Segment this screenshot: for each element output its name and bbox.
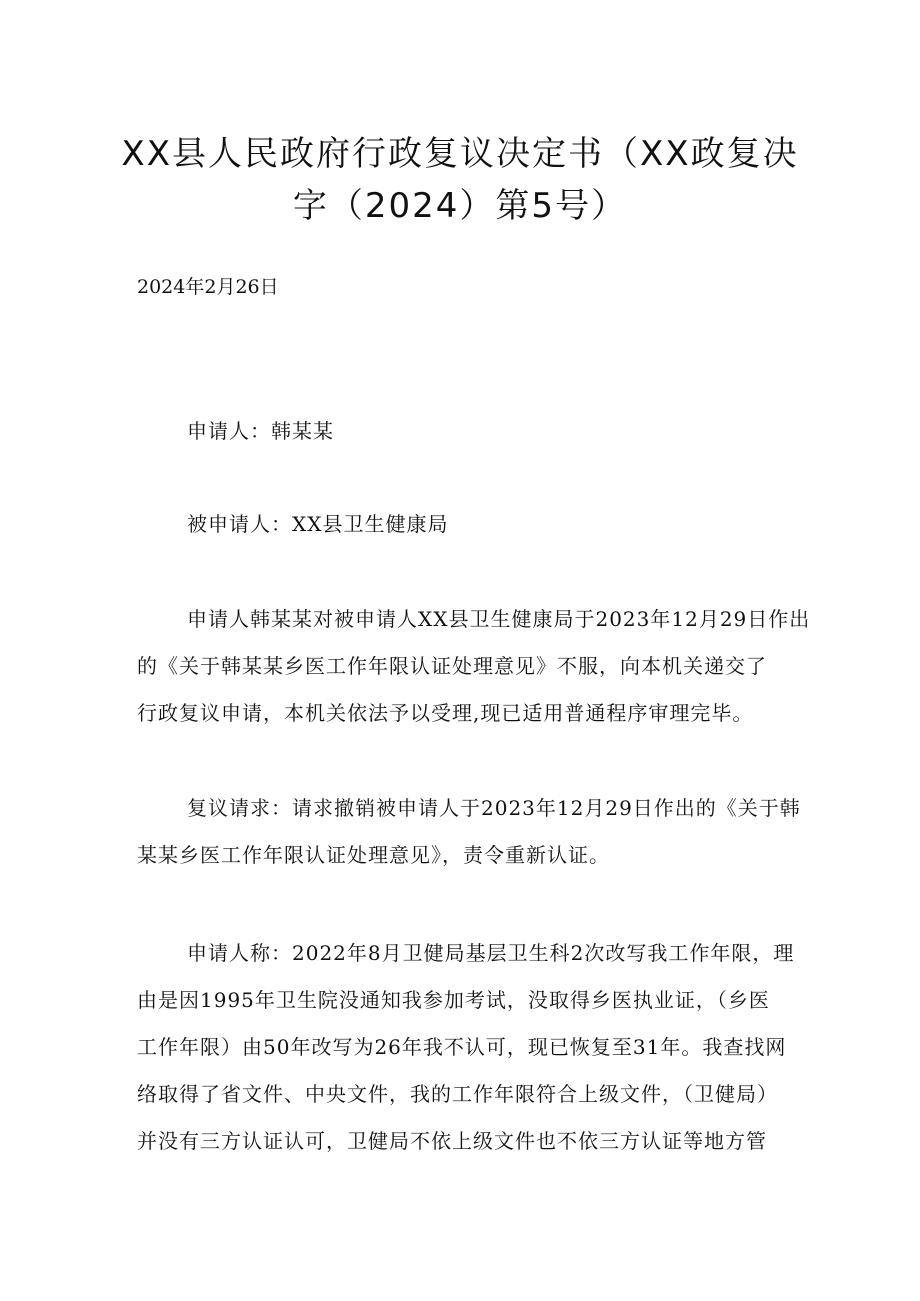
text-line: 并没有三方认证认可，卫健局不依上级文件也不依三方认证等地方管 — [137, 1129, 767, 1153]
text-line: 络取得了省文件、中央文件，我的工作年限符合上级文件，（卫健局） — [137, 1082, 778, 1106]
text-line: 申请人韩某某对被申请人XX县卫生健康局于2023年12月29日作出 — [187, 607, 811, 631]
text-line: 的《关于韩某某乡医工作年限认证处理意见》不服，向本机关递交了 — [137, 654, 767, 678]
title-line: 字（2024）第5号） — [292, 186, 628, 226]
text-line: 复议请求：请求撤销被申请人于2023年12月29日作出的《关于韩 — [187, 796, 801, 820]
respondent-line — [137, 501, 797, 548]
title-line: XX县人民政府行政复议决定书（XX政复决 — [121, 134, 799, 174]
document-date: 2024年2月26日 — [137, 276, 279, 298]
text-line: 由是因1995年卫生院没通知我参加考试，没取得乡医执业证，（乡医 — [137, 988, 770, 1012]
text-line: 申请人称：2022年8月卫健局基层卫生科2次改写我工作年限，理 — [187, 941, 795, 965]
text-line: 申请人：韩某某 — [187, 419, 334, 443]
text-line: 被申请人：XX县卫生健康局 — [187, 512, 449, 536]
body-paragraph-request — [137, 785, 801, 879]
applicant-line — [137, 408, 797, 455]
text-line: 行政复议申请，本机关依法予以受理,现已适用普通程序审理完毕。 — [137, 701, 754, 725]
document-title — [120, 128, 800, 232]
body-paragraph-claims — [137, 930, 797, 1165]
text-line: 某某乡医工作年限认证处理意见》，责令重新认证。 — [137, 843, 610, 867]
text-line: 工作年限）由50年改写为26年我不认可，现已恢复至31年。我查找网 — [137, 1035, 787, 1059]
body-paragraph-facts — [137, 596, 811, 737]
